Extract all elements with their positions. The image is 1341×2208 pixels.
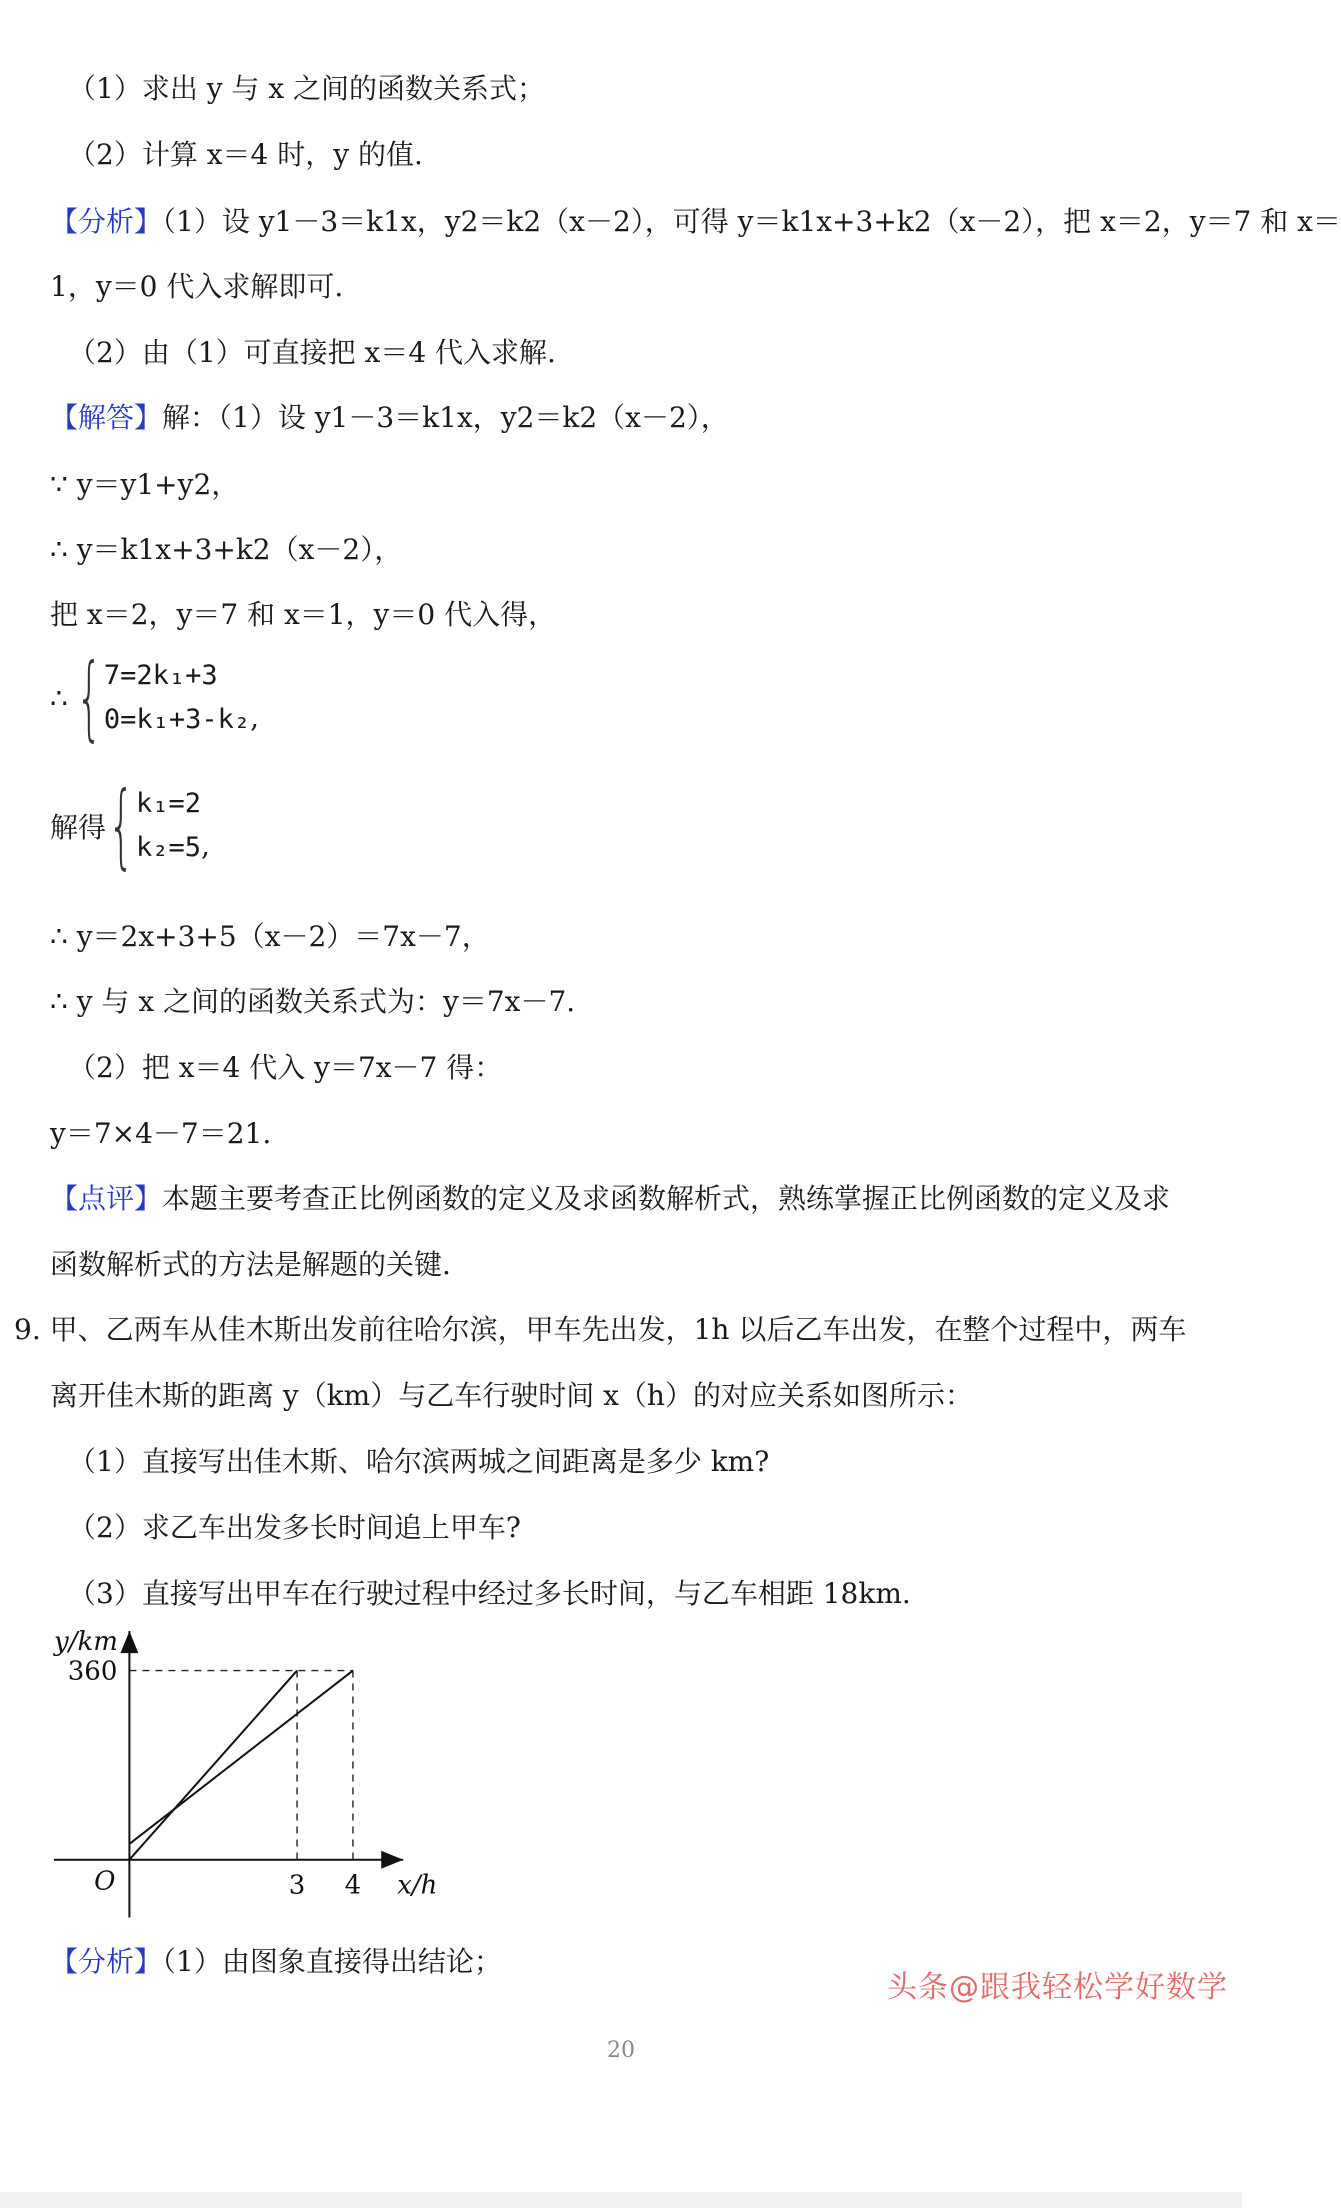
x-tick-label: 4 (344, 1870, 362, 1901)
y-axis-arrow-icon (120, 1631, 138, 1653)
analysis-tag: 【分析】 (50, 205, 163, 238)
text-line: 函数解析式的方法是解题的关键. (50, 1248, 451, 1281)
therefore-symbol: ∴ (50, 681, 68, 715)
solve-label: 解得 (50, 811, 107, 844)
text-line: （2）把 x＝4 代入 y＝7x－7 得： (68, 1051, 503, 1084)
comment-tag: 【点评】 (50, 1182, 163, 1215)
text-line: （1）求出 y 与 x 之间的函数关系式； (68, 72, 546, 105)
text-line: ∴ y 与 x 之间的函数关系式为：y＝7x－7. (50, 985, 576, 1018)
text-line: ∵ y＝y1+y2， (50, 468, 240, 501)
text-line: （2）由（1）可直接把 x＝4 代入求解. (68, 336, 556, 369)
text-line: y＝7×4－7＝21. (50, 1117, 272, 1150)
equation-row: k₂=5 (136, 832, 202, 863)
solution-text: 解：（1）设 y1－3＝k1x，y2＝k2（x－2）， (162, 401, 729, 434)
text-line: （2）计算 x＝4 时，y 的值. (68, 138, 423, 171)
solution-tag: 【解答】 (50, 401, 163, 434)
equation-system-1 (50, 644, 260, 751)
watermark-text: 头条@跟我轻松学好数学 (887, 1970, 1228, 2005)
equation-row: 0=k₁+3-k₂ (103, 704, 251, 735)
x-axis-arrow-icon (381, 1851, 403, 1869)
y-axis-label: y/km (54, 1627, 118, 1657)
comment-text: 本题主要考查正比例函数的定义及求函数解析式，熟练掌握正比例函数的定义及求 (162, 1182, 1171, 1215)
comma: , (250, 701, 260, 734)
origin-label: O (94, 1866, 116, 1897)
equation-row: k₁=2 (136, 788, 202, 819)
x-axis-label: x/h (397, 1870, 438, 1901)
text-line: 离开佳木斯的距离 y（km）与乙车行驶时间 x（h）的对应关系如图所示： (50, 1379, 973, 1412)
text-line: （3）直接写出甲车在行驶过程中经过多长时间，与乙车相距 18km. (68, 1577, 911, 1610)
analysis-tag: 【分析】 (50, 1945, 163, 1978)
analysis-line (50, 203, 1341, 241)
comma: , (201, 829, 210, 862)
equation-row: 7=2k₁+3 (103, 660, 218, 691)
text-line: （1）直接写出佳木斯、哈尔滨两城之间距离是多少 km? (68, 1445, 770, 1478)
page-number: 20 (607, 2038, 635, 2063)
x-tick-label: 3 (288, 1870, 306, 1901)
text-line: ∴ y＝k1x+3+k2（x－2）， (50, 533, 403, 566)
distance-time-chart (40, 1618, 438, 1928)
solution-line (50, 399, 1222, 437)
comment-line (50, 1180, 1222, 1218)
left-brace-icon: { (75, 644, 103, 751)
question-9-line: 9. 甲、乙两车从佳木斯出发前往哈尔滨，甲车先出发，1h 以后乙车出发，在整个过程中，两车 (14, 1313, 1187, 1346)
series-line (129, 1671, 353, 1844)
left-brace-icon: { (108, 772, 135, 879)
text-line: ∴ y＝2x+3+5（x－2）＝7x－7， (50, 920, 490, 953)
text-line: 1，y＝0 代入求解即可. (50, 270, 344, 303)
series-line (129, 1671, 297, 1860)
y-tick-label: 360 (67, 1656, 118, 1687)
text-line: 把 x＝2，y＝7 和 x＝1，y＝0 代入得， (50, 598, 557, 631)
bottom-bar (0, 2192, 1242, 2208)
analysis-text: （1）设 y1－3＝k1x，y2＝k2（x－2），可得 y＝k1x+3+k2（x－2），把 x＝2，y＝7 和 x＝ (162, 205, 1341, 238)
equation-system-2 (50, 772, 210, 879)
analysis-text: （1）由图象直接得出结论； (162, 1945, 502, 1978)
text-line: （2）求乙车出发多长时间追上甲车? (68, 1511, 521, 1544)
